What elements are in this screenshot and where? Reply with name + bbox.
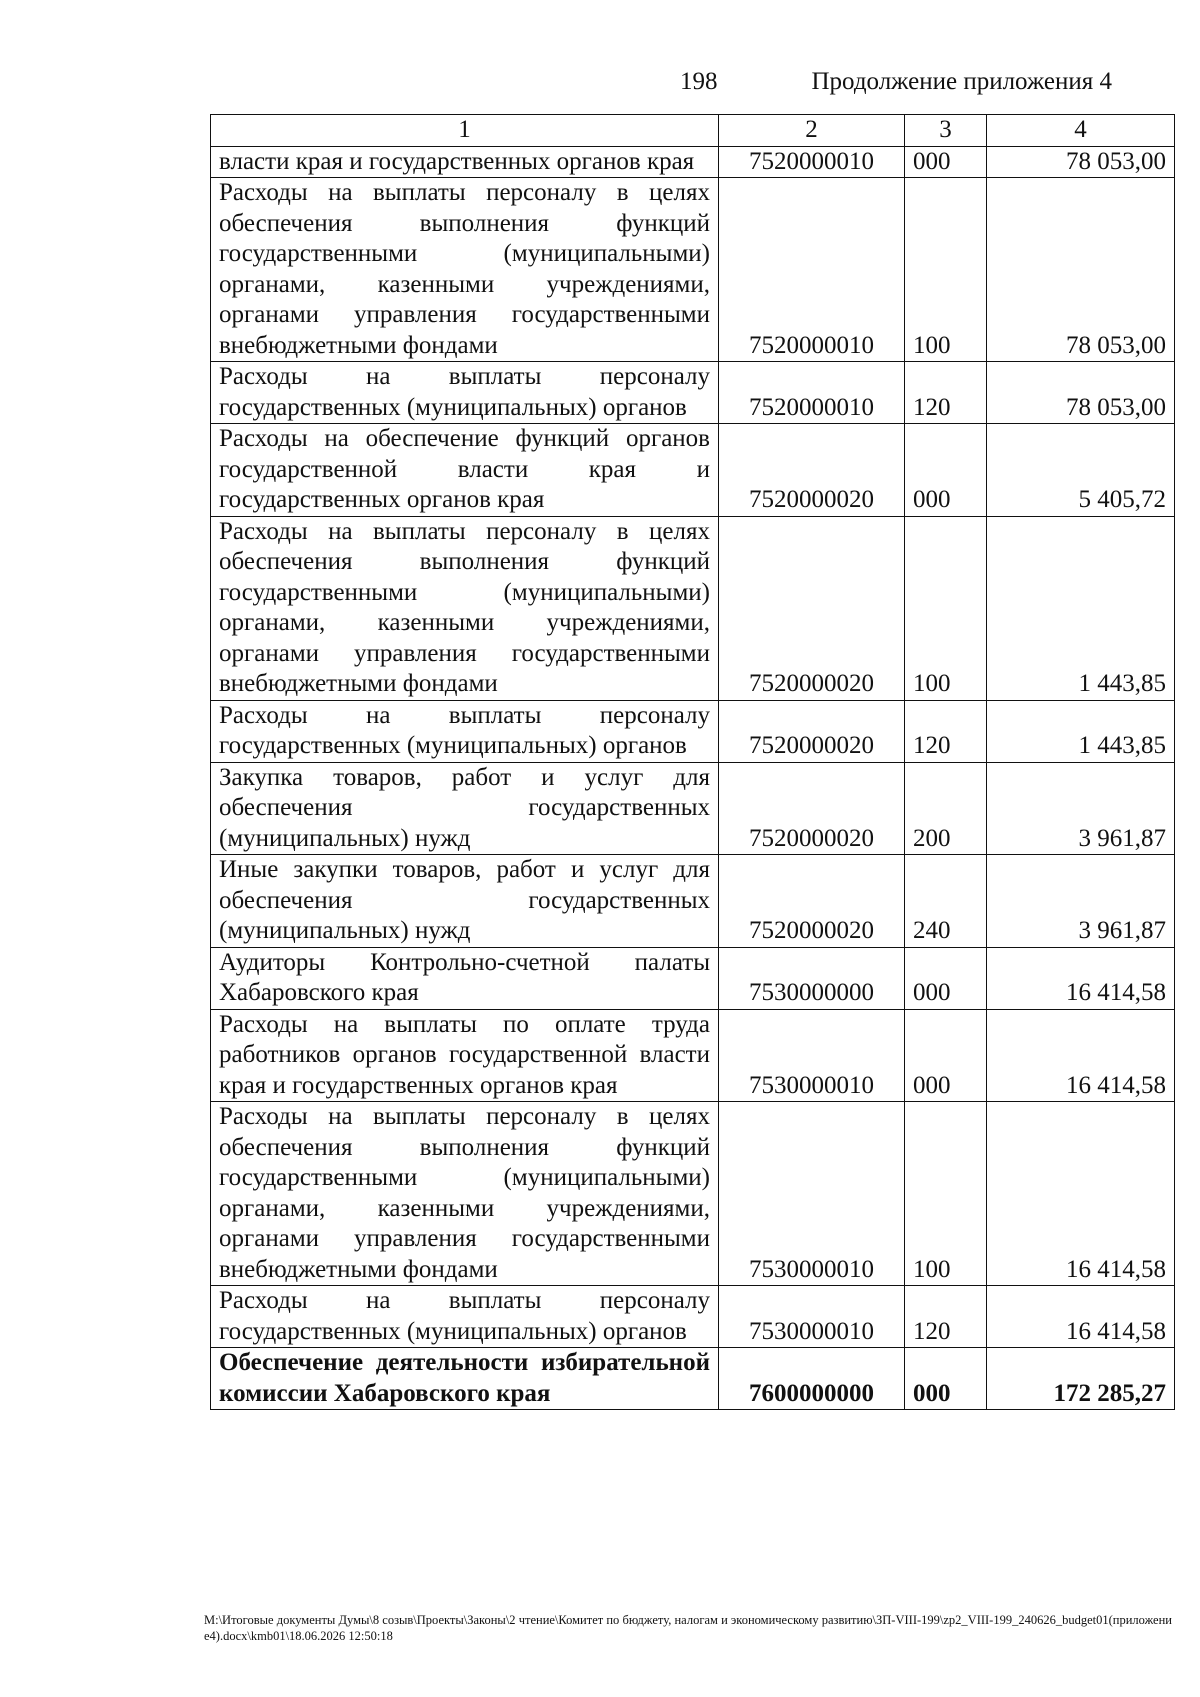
target-article-code-cell: 7530000010 <box>719 1009 905 1102</box>
amount-cell: 3 961,87 <box>987 762 1175 855</box>
expense-name-cell: Иные закупки товаров, работ и услуг для обеспечения государственных (муниципальных) нужд <box>211 855 719 948</box>
expense-name-cell: Аудиторы Контрольно-счетной палаты Хабаровского края <box>211 947 719 1009</box>
target-article-code-cell: 7520000020 <box>719 516 905 700</box>
expense-name-cell: Расходы на выплаты персоналу в целях обеспечения выполнения функций государственными (муниципальными) органами, казенными учреждениями, органами управления государственными внебюджетными фондами <box>211 516 719 700</box>
amount-cell: 1 443,85 <box>987 516 1175 700</box>
expense-name-cell: Расходы на выплаты по оплате труда работников органов государственной власти края и государственных органов края <box>211 1009 719 1102</box>
target-article-code-cell: 7520000010 <box>719 146 905 178</box>
amount-cell: 172 285,27 <box>987 1348 1175 1410</box>
table-row <box>211 146 1175 178</box>
amount-cell: 78 053,00 <box>987 146 1175 178</box>
amount-cell: 78 053,00 <box>987 362 1175 424</box>
target-article-code-cell: 7520000020 <box>719 762 905 855</box>
table-row <box>211 947 1175 1009</box>
expense-type-code-cell: 000 <box>905 947 987 1009</box>
expense-type-code-cell: 000 <box>905 1348 987 1410</box>
table-row <box>211 700 1175 762</box>
target-article-code-cell: 7520000020 <box>719 424 905 517</box>
column-header-2: 2 <box>719 115 905 147</box>
expense-type-code-cell: 200 <box>905 762 987 855</box>
target-article-code-cell: 7520000010 <box>719 178 905 362</box>
table-row <box>211 855 1175 948</box>
expense-type-code-cell: 120 <box>905 362 987 424</box>
amount-cell: 16 414,58 <box>987 1009 1175 1102</box>
expense-type-code-cell: 000 <box>905 424 987 517</box>
expense-type-code-cell: 000 <box>905 146 987 178</box>
expense-type-code-cell: 120 <box>905 1286 987 1348</box>
expense-name-cell: Расходы на выплаты персоналу государственных (муниципальных) органов <box>211 362 719 424</box>
page-number: 198 <box>680 68 718 95</box>
expense-name-cell: Обеспечение деятельности избирательной комиссии Хабаровского края <box>211 1348 719 1410</box>
expense-name-cell: Расходы на обеспечение функций органов государственной власти края и государственных органов края <box>211 424 719 517</box>
table-row <box>211 1286 1175 1348</box>
target-article-code-cell: 7530000010 <box>719 1102 905 1286</box>
table-row <box>211 762 1175 855</box>
amount-cell: 5 405,72 <box>987 424 1175 517</box>
expense-type-code-cell: 120 <box>905 700 987 762</box>
table-row <box>211 178 1175 362</box>
expense-name-cell: власти края и государственных органов края <box>211 146 719 178</box>
target-article-code-cell: 7520000010 <box>719 362 905 424</box>
amount-cell: 3 961,87 <box>987 855 1175 948</box>
expense-name-cell: Расходы на выплаты персоналу в целях обеспечения выполнения функций государственными (муниципальными) органами, казенными учреждениями, органами управления государственными внебюджетными фондами <box>211 1102 719 1286</box>
expense-type-code-cell: 100 <box>905 178 987 362</box>
amount-cell: 16 414,58 <box>987 1286 1175 1348</box>
expense-name-cell: Расходы на выплаты персоналу в целях обеспечения выполнения функций государственными (муниципальными) органами, казенными учреждениями, органами управления государственными внебюджетными фондами <box>211 178 719 362</box>
target-article-code-cell: 7530000000 <box>719 947 905 1009</box>
expense-name-cell: Закупка товаров, работ и услуг для обеспечения государственных (муниципальных) нужд <box>211 762 719 855</box>
budget-table <box>210 114 1175 1410</box>
target-article-code-cell: 7600000000 <box>719 1348 905 1410</box>
amount-cell: 16 414,58 <box>987 947 1175 1009</box>
expense-type-code-cell: 000 <box>905 1009 987 1102</box>
target-article-code-cell: 7520000020 <box>719 855 905 948</box>
expense-type-code-cell: 100 <box>905 516 987 700</box>
column-header-1: 1 <box>211 115 719 147</box>
amount-cell: 1 443,85 <box>987 700 1175 762</box>
expense-name-cell: Расходы на выплаты персоналу государственных (муниципальных) органов <box>211 1286 719 1348</box>
column-header-3: 3 <box>905 115 987 147</box>
amount-cell: 16 414,58 <box>987 1102 1175 1286</box>
table-row <box>211 1348 1175 1410</box>
column-number-row <box>211 115 1175 147</box>
expense-type-code-cell: 100 <box>905 1102 987 1286</box>
appendix-continuation-label: Продолжение приложения 4 <box>811 68 1112 95</box>
target-article-code-cell: 7520000020 <box>719 700 905 762</box>
expense-name-cell: Расходы на выплаты персоналу государственных (муниципальных) органов <box>211 700 719 762</box>
table-row <box>211 424 1175 517</box>
document-file-path: М:\Итоговые документы Думы\8 созыв\Проекты\Законы\2 чтение\Комитет по бюджету, налогам и экономическому развитию\ЗП-VIII-199\zp2_VIII-199_240626_budget01(приложение4).docx\kmb01\18.06.2026 12:50:18 <box>204 1613 1172 1643</box>
table-row <box>211 1102 1175 1286</box>
target-article-code-cell: 7530000010 <box>719 1286 905 1348</box>
table-row <box>211 1009 1175 1102</box>
table-row <box>211 516 1175 700</box>
column-header-4: 4 <box>987 115 1175 147</box>
table-row <box>211 362 1175 424</box>
expense-type-code-cell: 240 <box>905 855 987 948</box>
amount-cell: 78 053,00 <box>987 178 1175 362</box>
